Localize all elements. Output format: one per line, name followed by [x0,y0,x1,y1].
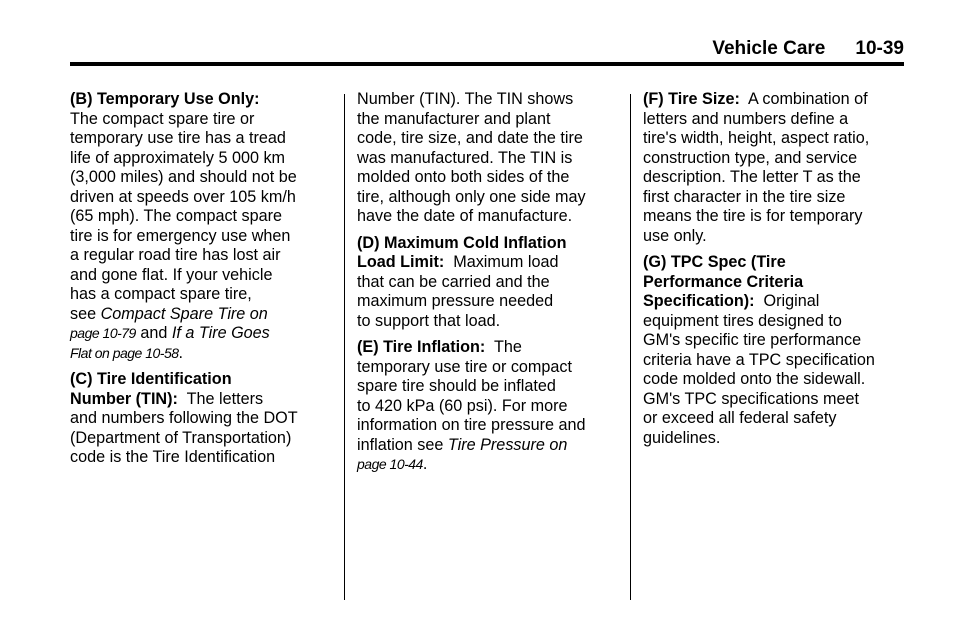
text-line: driven at speeds over 105 km/h [70,187,296,206]
text-line: code is the Tire Identification [70,448,276,466]
page-number: 10-39 [855,38,904,59]
text-line: (3,000 miles) and should not be [70,168,297,186]
section-title: Vehicle Care [712,38,826,59]
heading-f: (F) Tire Size: [643,90,740,108]
text-line: has a compact spare tire, [70,285,252,303]
text-line: and gone flat. If your vehicle [70,265,273,284]
text-line: means the tire is for temporary [643,207,863,225]
column-divider-1 [344,94,345,600]
text-line: GM's TPC specifications meet [643,389,859,408]
text-line: life of approximately 5 000 km [70,148,286,167]
heading-g-line1: (G) TPC Spec (Tire [643,253,786,271]
text-see: see [70,304,101,323]
text-line: and numbers following the DOT [70,409,298,427]
column-divider-2 [630,94,631,600]
text-line: A combination of [739,90,868,108]
heading-d-line1: (D) Maximum Cold Inflation [357,233,567,252]
text-line: description. The letter T as the [643,168,861,186]
text-line: was manufactured. The TIN is [357,148,573,167]
text-line: molded onto both sides of the [357,168,570,186]
text-line: a regular road tire has lost air [70,246,281,264]
text-line: temporary use tire or compact [357,357,573,376]
text-line: to support that load. [357,311,501,330]
text-line: have the date of manufacture. [357,207,573,225]
text-line: the manufacturer and plant [357,109,551,128]
text-line: or exceed all federal safety [643,409,837,427]
cross-reference-page[interactable]: page 10-79 [70,325,136,341]
heading-b-colon: : [254,90,260,108]
running-header [70,38,904,62]
text-line: equipment tires designed to [643,311,842,330]
text-line: information on tire pressure and [357,416,586,434]
cross-reference-flat-tire[interactable]: If a Tire Goes [171,324,270,342]
header-rule [70,62,904,66]
paragraph-c [70,370,298,468]
column-2 [357,90,586,482]
heading-e: (E) Tire Inflation: [357,338,486,356]
cross-reference-tire-pressure-page[interactable]: page 10-44 [357,456,423,472]
text-line: temporary use tire has a tread [70,129,286,147]
heading-d-line2: Load Limit: [357,253,445,271]
cross-reference-flat-tire-page[interactable]: Flat on page 10-58 [70,344,179,361]
text-line: The compact spare tire or [70,109,255,128]
paragraph-e [357,338,586,475]
text-line: inflation see [357,435,448,454]
paragraph-g [643,253,875,448]
text-line: The [485,338,522,356]
text-line: The letters [177,389,264,408]
text-and: and [135,324,172,342]
heading-g-line3: Specification): [643,292,755,310]
text-line: that can be carried and the [357,272,550,291]
heading-c-line1: (C) Tire Identification [70,370,232,388]
text-line: tire's width, height, aspect ratio, [643,129,870,147]
text-line: criteria have a TPC specification [643,350,875,369]
text-line: maximum pressure needed [357,292,554,310]
paragraph-b [70,90,298,363]
text-line: GM's specific tire performance [643,331,862,349]
column-1 [70,90,298,475]
text-line: spare tire should be inflated [357,377,556,395]
paragraph-c-continued [357,90,586,227]
column-3 [643,90,875,455]
text-line: tire is for emergency use when [70,226,291,245]
text-line: (65 mph). The compact spare [70,207,283,225]
text-line: construction type, and service [643,148,858,167]
paragraph-d [357,234,586,332]
text-period: . [422,455,428,473]
text-line: (Department of Transportation) [70,428,292,447]
heading-g-line2: Performance Criteria [643,272,804,291]
text-line: to 420 kPa (60 psi). For more [357,396,568,415]
text-line: Number (TIN). The TIN shows [357,90,574,108]
text-line: Maximum load [444,253,559,271]
text-line: use only. [643,226,707,245]
text-line: code, tire size, and date the tire [357,129,583,147]
text-line: letters and numbers define a [643,109,849,128]
text-line: Original [754,292,820,310]
cross-reference-compact-spare[interactable]: Compact Spare Tire on [100,304,268,323]
cross-reference-tire-pressure[interactable]: Tire Pressure on [447,435,568,454]
text-line: guidelines. [643,428,721,447]
text-line: tire, although only one side may [357,187,586,206]
heading-b: (B) Temporary Use Only [70,90,255,108]
text-line: first character in the tire size [643,187,846,206]
paragraph-f [643,90,875,246]
text-period: . [178,343,184,362]
heading-c-line2: Number (TIN): [70,389,178,408]
text-line: code molded onto the sidewall. [643,370,866,388]
